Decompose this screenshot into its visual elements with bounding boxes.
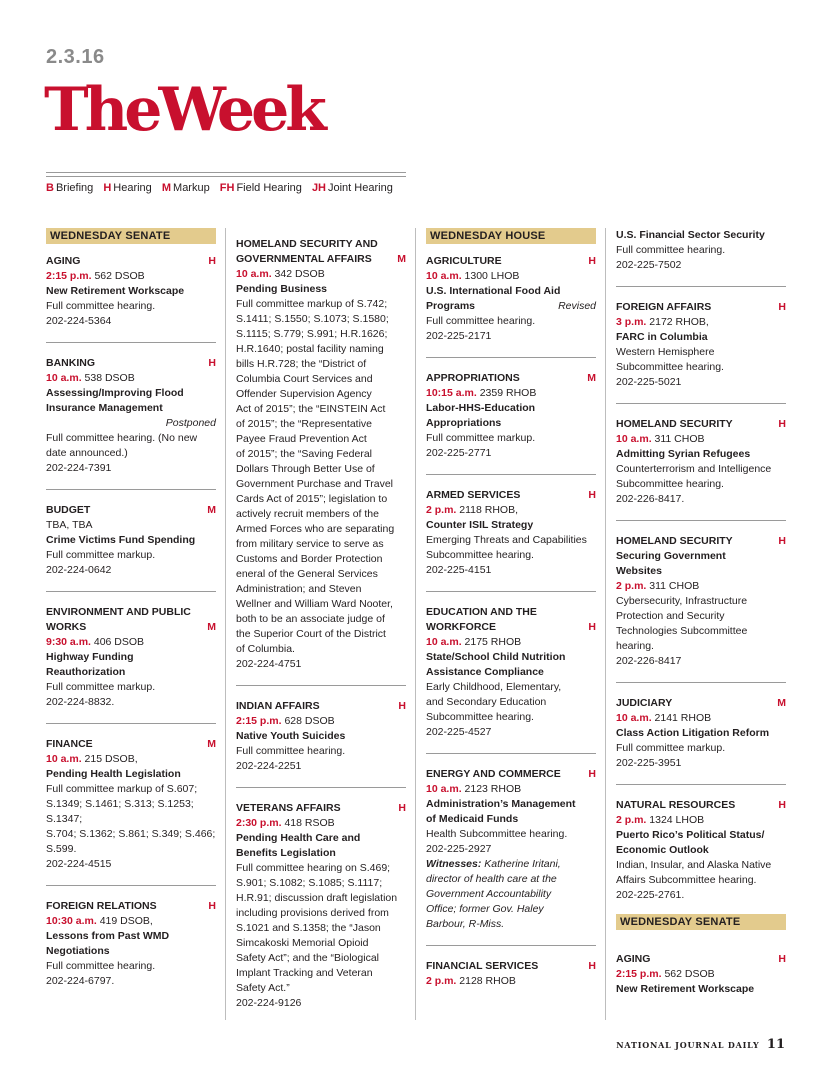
time: 2:30 p.m.: [236, 817, 282, 829]
hearing-title: State/School Child Nutrition: [426, 651, 566, 663]
committee-name: FINANCE: [46, 738, 93, 750]
listing-homeland-govt-affairs: [236, 237, 406, 672]
issue-date: 2.3.16: [46, 46, 105, 68]
time: 9:30 a.m.: [46, 636, 91, 648]
description: Offender Supervision Agency: [236, 388, 372, 400]
description: Western Hemisphere: [616, 346, 715, 358]
description: Subcommittee hearing.: [426, 549, 534, 561]
committee-name: WORKS: [46, 621, 87, 633]
type-tag: H: [398, 700, 406, 712]
hearing-title: Lessons from Past WMD: [46, 930, 170, 942]
description: S.1349; S.1461; S.313; S.1253; S.1347;: [46, 798, 194, 825]
committee-name: HOMELAND SECURITY: [616, 535, 733, 547]
hearing-title: Counter ISIL Strategy: [426, 519, 534, 531]
time: 2 p.m.: [426, 504, 457, 516]
listing-aging: [46, 254, 216, 329]
phone: 202-226-8417: [616, 655, 682, 667]
listing-indian-affairs: [236, 699, 406, 774]
page-title: TheWeek: [44, 75, 323, 145]
section-band: WEDNESDAY SENATE: [46, 228, 216, 244]
committee-name: BUDGET: [46, 504, 91, 516]
description: bills H.R.728; the “District of: [236, 358, 367, 370]
phone: 202-225-4151: [426, 564, 492, 576]
time: 10:15 a.m.: [426, 387, 477, 399]
type-tag: H: [778, 418, 786, 430]
description: Safety Act”; and the “Biological: [236, 952, 379, 964]
listing-banking: [46, 356, 216, 476]
column-senate-cont: [236, 237, 406, 1011]
description: Columbia Court Services and: [236, 373, 373, 385]
hearing-title: Programs: [426, 300, 476, 312]
legend-label: Briefing: [55, 182, 94, 194]
hearing-title: Websites: [616, 565, 662, 577]
page-number: 11: [766, 1037, 785, 1052]
description: Counterterrorism and Intelligence: [616, 463, 772, 475]
committee-name: ENVIRONMENT AND PUBLIC: [46, 606, 191, 618]
description: Health Subcommittee hearing.: [426, 828, 568, 840]
description: Full committee hearing.: [616, 244, 726, 256]
location: 311 CHOB: [651, 433, 705, 445]
description: Emerging Threats and Capabilities: [426, 534, 587, 546]
type-tag: H: [778, 953, 786, 965]
listing-homeland-security: [616, 417, 786, 507]
description: Simcakoski Memorial Opioid: [236, 937, 369, 949]
status-note: Postponed: [165, 417, 216, 429]
time: 2 p.m.: [616, 580, 647, 592]
legend-key: B: [46, 182, 54, 194]
type-tag: M: [207, 738, 216, 750]
phone: 202-225-3951: [616, 757, 682, 769]
listing-education-workforce: [426, 605, 596, 740]
hearing-title: U.S. Financial Sector Security: [616, 229, 765, 241]
description: Act of 2015”; the “EINSTEIN Act: [236, 403, 386, 415]
location: 538 DSOB: [81, 372, 135, 384]
phone: 202-224-4515: [46, 858, 112, 870]
witnesses: Office; former Gov. Haley: [426, 903, 544, 915]
phone: 202-224-6797.: [46, 975, 115, 987]
column-senate: [46, 228, 216, 989]
hearing-title: Administration’s Management: [426, 798, 576, 810]
title-rule: [46, 176, 406, 177]
committee-name: AGING: [46, 255, 81, 267]
description: S.1021 and S.1358; the “Jason: [236, 922, 381, 934]
hearing-title: Assistance Compliance: [426, 666, 544, 678]
section-band: WEDNESDAY HOUSE: [426, 228, 596, 244]
phone: 202-224-0642: [46, 564, 112, 576]
witnesses: director of health care at the: [426, 873, 557, 885]
hearing-title: Securing Government: [616, 550, 726, 562]
time: 10 a.m.: [236, 268, 272, 280]
committee-name: BANKING: [46, 357, 95, 369]
listing-agriculture: [426, 254, 596, 344]
hearing-title: Highway Funding: [46, 651, 134, 663]
location: 2175 RHOB: [461, 636, 522, 648]
time: 10 a.m.: [46, 753, 82, 765]
time: 2 p.m.: [426, 975, 457, 987]
description: H.R.91; discussion draft legislation: [236, 892, 398, 904]
description: Subcommittee hearing.: [426, 711, 534, 723]
description: Full committee hearing.: [46, 300, 156, 312]
type-tag: H: [588, 768, 596, 780]
location: 215 DSOB,: [81, 753, 138, 765]
hearing-title: Pending Health Care and: [236, 832, 361, 844]
description: Early Childhood, Elementary,: [426, 681, 562, 693]
type-tag: H: [588, 960, 596, 972]
hearing-title: Appropriations: [426, 417, 502, 429]
column-house-cont: [616, 228, 786, 997]
type-tag: H: [588, 489, 596, 501]
witnesses-label: Witnesses:: [426, 858, 482, 870]
listing-financial-services-cont: [616, 228, 786, 273]
description: the Superior Court of the District: [236, 628, 386, 640]
time: 10 a.m.: [426, 783, 462, 795]
type-tag: M: [777, 697, 786, 709]
hearing-title: Puerto Rico’s Political Status/: [616, 829, 765, 841]
location: 342 DSOB: [271, 268, 325, 280]
description: Full committee hearing on S.469;: [236, 862, 391, 874]
phone: 202-225-2927: [426, 843, 492, 855]
type-tag: H: [208, 357, 216, 369]
listing-armed-services: [426, 488, 596, 578]
type-tag: H: [778, 301, 786, 313]
listing-veterans-affairs: [236, 801, 406, 1011]
hearing-title: Pending Health Legislation: [46, 768, 181, 780]
description: Dollars Through Better Use of: [236, 463, 375, 475]
type-tag: H: [208, 900, 216, 912]
phone: 202-225-4527: [426, 726, 492, 738]
time: 10 a.m.: [616, 712, 652, 724]
time: 10:30 a.m.: [46, 915, 97, 927]
column-divider: [225, 228, 226, 1020]
type-tag: H: [778, 535, 786, 547]
type-tag: H: [778, 799, 786, 811]
time: TBA, TBA: [46, 519, 93, 531]
description: Cards Act of 2015”; legislation to: [236, 493, 388, 505]
publication-name: NATIONAL JOURNAL DAILY: [616, 1040, 760, 1050]
description: date announced.): [46, 447, 128, 459]
listing-judiciary: [616, 696, 786, 771]
description: Subcommittee hearing.: [616, 478, 724, 490]
legend-label: Field Hearing: [236, 182, 302, 194]
description: and Secondary Education: [426, 696, 547, 708]
type-tag: H: [588, 621, 596, 633]
phone: 202-224-5364: [46, 315, 112, 327]
time: 2 p.m.: [616, 814, 647, 826]
description: Full committee hearing.: [426, 315, 536, 327]
description: Protection and Security: [616, 610, 725, 622]
committee-name: JUDICIARY: [616, 697, 673, 709]
phone: 202-224-9126: [236, 997, 302, 1009]
committee-name: INDIAN AFFAIRS: [236, 700, 320, 712]
description: Safety Act.”: [236, 982, 290, 994]
description: Indian, Insular, and Alaska Native: [616, 859, 772, 871]
description: S.704; S.1362; S.861; S.349; S.466;: [46, 828, 216, 840]
type-tag: M: [587, 372, 596, 384]
phone: 202-224-4751: [236, 658, 302, 670]
hearing-title: New Retirement Workscape: [616, 983, 755, 995]
description: Full committee hearing.: [46, 960, 156, 972]
time: 2:15 p.m.: [46, 270, 92, 282]
hearing-title: Pending Business: [236, 283, 328, 295]
description: Full committee markup.: [426, 432, 536, 444]
hearing-title: Assessing/Improving Flood: [46, 387, 184, 399]
hearing-title: Native Youth Suicides: [236, 730, 346, 742]
witnesses: Barbour, R-Miss.: [426, 918, 505, 930]
page-footer: [616, 1037, 785, 1052]
description: Affairs Subcommittee hearing.: [616, 874, 757, 886]
description: Customs and Border Protection: [236, 553, 383, 565]
description: of 2015”; the “Saving Federal: [236, 448, 372, 460]
status-note: Revised: [558, 300, 596, 312]
legend-label: Markup: [173, 182, 210, 194]
description: actively recruit members of the: [236, 508, 379, 520]
hearing-title: Reauthorization: [46, 666, 126, 678]
committee-name: FOREIGN RELATIONS: [46, 900, 157, 912]
committee-name: NATURAL RESOURCES: [616, 799, 736, 811]
description: S.1411; S.1550; S.1073; S.1580;: [236, 313, 389, 325]
description: H.R.1640; postal facility naming: [236, 343, 384, 355]
description: from military service to serve as: [236, 538, 384, 550]
column-house: [426, 228, 596, 989]
description: Full committee hearing.: [236, 745, 346, 757]
location: 562 DSOB: [661, 968, 715, 980]
description: Subcommittee hearing.: [616, 361, 724, 373]
witnesses: Katherine Iritani,: [481, 858, 561, 870]
description: Full committee markup.: [46, 549, 156, 561]
legend-key: FH: [219, 182, 235, 194]
time: 10 a.m.: [426, 270, 462, 282]
type-tag: H: [208, 255, 216, 267]
committee-name: HOMELAND SECURITY: [616, 418, 733, 430]
hearing-title: Benefits Legislation: [236, 847, 336, 859]
committee-name: FOREIGN AFFAIRS: [616, 301, 712, 313]
legend-key: H: [103, 182, 112, 194]
location: 1324 LHOB: [646, 814, 705, 826]
description: Full committee markup.: [46, 681, 156, 693]
location: 406 DSOB: [90, 636, 145, 648]
description: both to be an associate judge of: [236, 613, 385, 625]
listing-homeland-security-websites: [616, 534, 786, 669]
description: including provisions derived from: [236, 907, 389, 919]
listing-finance: [46, 737, 216, 872]
time: 2:15 p.m.: [236, 715, 282, 727]
legend-key: M: [161, 182, 172, 194]
listing-budget: [46, 503, 216, 578]
legend: [46, 182, 400, 194]
time: 10 a.m.: [426, 636, 462, 648]
phone: 202-224-7391: [46, 462, 112, 474]
description: Cybersecurity, Infrastructure: [616, 595, 748, 607]
phone: 202-225-7502: [616, 259, 682, 271]
committee-name: GOVERNMENTAL AFFAIRS: [236, 253, 372, 265]
legend-label: Hearing: [113, 182, 152, 194]
description: S.599.: [46, 843, 77, 855]
hearing-title: U.S. International Food Aid: [426, 285, 561, 297]
location: 628 DSOB: [281, 715, 335, 727]
committee-name: VETERANS AFFAIRS: [236, 802, 341, 814]
description: Technologies Subcommittee: [616, 625, 748, 637]
committee-name: AGING: [616, 953, 651, 965]
description: of Columbia.: [236, 643, 295, 655]
listing-foreign-affairs: [616, 300, 786, 390]
committee-name: FINANCIAL SERVICES: [426, 960, 539, 972]
phone: 202-224-8832.: [46, 696, 115, 708]
phone: 202-224-2251: [236, 760, 302, 772]
hearing-title: Class Action Litigation Reform: [616, 727, 770, 739]
column-divider: [605, 228, 606, 1020]
location: 562 DSOB: [91, 270, 145, 282]
description: Full committee markup of S.607;: [46, 783, 198, 795]
description: eneral of the General Services: [236, 568, 378, 580]
phone: 202-226-8417.: [616, 493, 685, 505]
description: Full committee markup of S.742;: [236, 298, 388, 310]
committee-name: EDUCATION AND THE: [426, 606, 537, 618]
time: 2:15 p.m.: [616, 968, 662, 980]
time: 10 a.m.: [616, 433, 652, 445]
hearing-title: New Retirement Workscape: [46, 285, 185, 297]
hearing-title: Admitting Syrian Refugees: [616, 448, 751, 460]
description: of 2015”; the “Representative: [236, 418, 372, 430]
committee-name: ARMED SERVICES: [426, 489, 521, 501]
committee-name: ENERGY AND COMMERCE: [426, 768, 561, 780]
listing-energy-commerce: [426, 767, 596, 932]
listing-financial-services: [426, 959, 596, 989]
hearing-title: Negotiations: [46, 945, 110, 957]
phone: 202-225-2171: [426, 330, 492, 342]
hearing-title: FARC in Columbia: [616, 331, 708, 343]
legend-label: Joint Hearing: [328, 182, 393, 194]
type-tag: H: [588, 255, 596, 267]
location: 2359 RHOB: [476, 387, 537, 399]
committee-name: HOMELAND SECURITY AND: [236, 238, 378, 250]
listing-natural-resources: [616, 798, 786, 903]
phone: 202-225-2771: [426, 447, 492, 459]
location: 418 RSOB: [281, 817, 335, 829]
listing-foreign-relations: [46, 899, 216, 989]
description: Implant Tracking and Veteran: [236, 967, 373, 979]
location: 419 DSOB,: [96, 915, 153, 927]
listing-environment: [46, 605, 216, 710]
phone: 202-225-5021: [616, 376, 682, 388]
type-tag: M: [397, 253, 406, 265]
type-tag: H: [398, 802, 406, 814]
location: 2141 RHOB: [651, 712, 712, 724]
location: 2123 RHOB: [461, 783, 522, 795]
hearing-title: Crime Victims Fund Spending: [46, 534, 196, 546]
section-band: WEDNESDAY SENATE: [616, 914, 786, 930]
hearing-title: Insurance Management: [46, 402, 163, 414]
witnesses: Government Accountability: [426, 888, 552, 900]
committee-name: AGRICULTURE: [426, 255, 502, 267]
hearing-title: Economic Outlook: [616, 844, 709, 856]
listing-aging: [616, 952, 786, 997]
column-divider: [415, 228, 416, 1020]
description: Payee Fraud Prevention Act: [236, 433, 367, 445]
description: S.901; S.1082; S.1085; S.1117;: [236, 877, 383, 889]
description: Armed Forces who are separating: [236, 523, 395, 535]
time: 3 p.m.: [616, 316, 647, 328]
time: 10 a.m.: [46, 372, 82, 384]
committee-name: WORKFORCE: [426, 621, 496, 633]
description: S.1115; S.779; S.991; H.R.1626;: [236, 328, 388, 340]
description: Administration; and Steven: [236, 583, 362, 595]
hearing-title: of Medicaid Funds: [426, 813, 519, 825]
title-rule: [46, 172, 406, 173]
type-tag: M: [207, 504, 216, 516]
description: Full committee hearing. (No new: [46, 432, 198, 444]
phone: 202-225-2761.: [616, 889, 685, 901]
listing-appropriations: [426, 371, 596, 461]
location: 2128 RHOB: [456, 975, 516, 987]
location: 2172 RHOB,: [646, 316, 709, 328]
description: hearing.: [616, 640, 654, 652]
description: Wellner and William Ward Nooter,: [236, 598, 393, 610]
legend-key: JH: [311, 182, 326, 194]
committee-name: APPROPRIATIONS: [426, 372, 520, 384]
description: Full committee markup.: [616, 742, 726, 754]
description: Government Purchase and Travel: [236, 478, 393, 490]
location: 1300 LHOB: [461, 270, 520, 282]
location: 2118 RHOB,: [456, 504, 519, 516]
location: 311 CHOB: [646, 580, 700, 592]
hearing-title: Labor-HHS-Education: [426, 402, 536, 414]
type-tag: M: [207, 621, 216, 633]
